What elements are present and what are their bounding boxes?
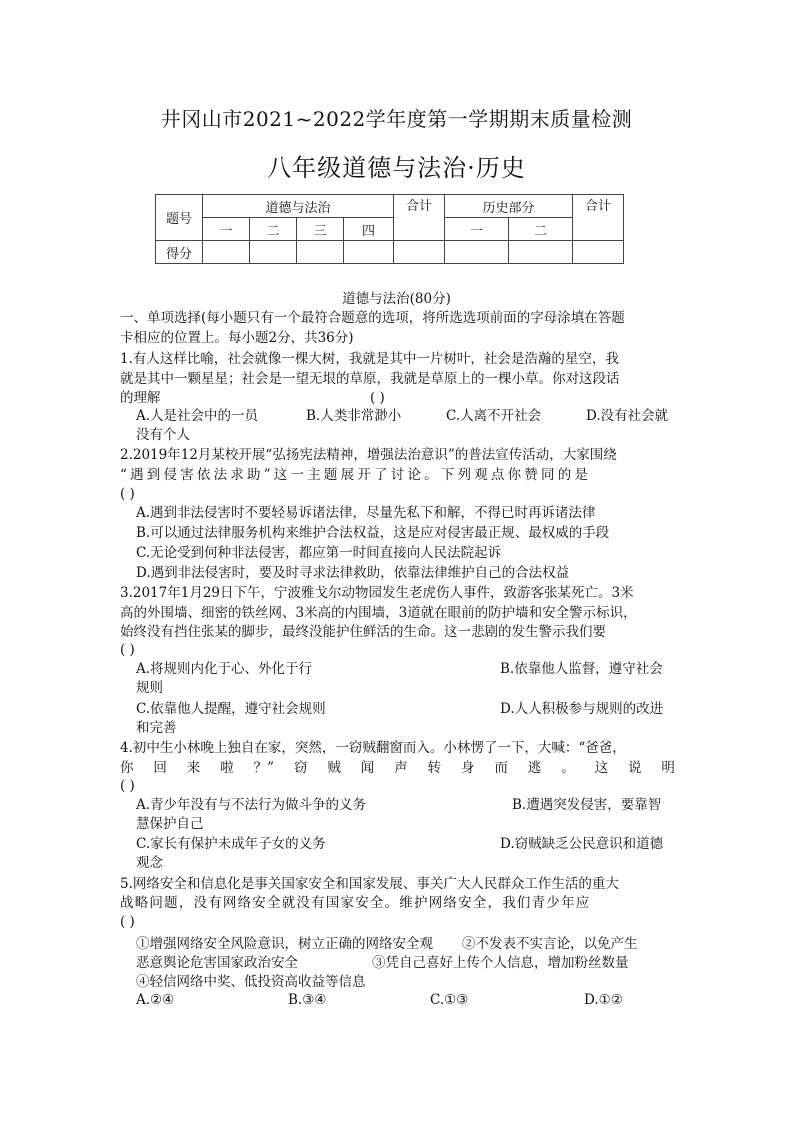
option-b[interactable]: B.③④: [288, 992, 327, 1008]
statement-2: ②不发表不实言论，以免产生: [462, 936, 638, 952]
q4-stem-char: 来: [186, 760, 201, 776]
q3-stem: 3.2017年1月29日下午，宁波雅戈尔动物园发生老虎伤人事件，致游客张某死亡。3米: [120, 585, 634, 601]
q5-stem: 战略问题，没有网络安全就没有国家安全。维护网络安全，我们青少年应: [120, 895, 591, 911]
q4-stem-char: 说: [628, 760, 642, 776]
q3-stem: 始终没有挡住张某的脚步，最终没能护住鲜活的生命。这一悲剧的发生警示我们要: [120, 624, 606, 640]
option-d[interactable]: D.人人积极参与规则的改进: [500, 701, 664, 717]
statement-2-continued: 恶意舆论危害国家政治安全: [136, 955, 298, 971]
score-blank[interactable]: [573, 241, 624, 264]
cell-h2: 二: [509, 218, 573, 241]
q4-stem-char: 而: [494, 760, 508, 776]
q4-stem-char: 贼: [327, 760, 341, 776]
q4-stem-char: 你: [120, 760, 134, 776]
cell-heji2-header: 合计: [573, 195, 624, 241]
score-blank[interactable]: [445, 241, 509, 264]
cell-d4: 四: [344, 218, 394, 241]
cell-defen: 得分: [156, 241, 203, 264]
section-instructions: 一、单项选择(每小题只有一个最符合题意的选项，将所选选项前面的字母涂填在答题: [120, 310, 625, 326]
q4-stem-char: 闻: [360, 760, 375, 776]
q4-stem-char: 身: [460, 760, 475, 776]
option-c[interactable]: C.无论受到何种非法侵害，都应第一时间直接向人民法院起诉: [136, 545, 502, 561]
score-blank[interactable]: [344, 241, 394, 264]
answer-paren[interactable]: ( ): [120, 914, 135, 930]
cell-h1: 一: [445, 218, 509, 241]
q4-stem: 4.初中生小林晚上独自在家，突然，一窃贼翻窗而入。小林愣了一下，大喊：“爸爸，: [120, 740, 626, 756]
score-blank[interactable]: [203, 241, 250, 264]
option-a[interactable]: A.青少年没有与不法行为做斗争的义务: [136, 797, 367, 813]
q1-stem: 的理解: [120, 390, 161, 406]
option-c[interactable]: C.家长有保护未成年子女的义务: [136, 836, 326, 852]
answer-paren[interactable]: ( ): [370, 390, 385, 406]
q4-stem-char: 逃: [527, 760, 542, 776]
answer-paren[interactable]: ( ): [120, 642, 135, 658]
option-d[interactable]: D.遇到非法侵害时，要及时寻求法律救助，依靠法律维护自己的合法权益: [136, 565, 570, 581]
statement-3: ③凭自己喜好上传个人信息，增加粉丝数量: [372, 955, 629, 971]
score-blank[interactable]: [394, 241, 445, 264]
cell-d2: 二: [250, 218, 297, 241]
option-a[interactable]: A.将规则内化于心、外化于行: [136, 661, 313, 677]
score-blank[interactable]: [250, 241, 297, 264]
q2-stem: 2.2019年12月某校开展“弘扬宪法精神，增强法治意识”的普法宣传活动，大家围绕: [120, 447, 617, 463]
score-blank[interactable]: [297, 241, 344, 264]
option-d[interactable]: D.①②: [584, 992, 623, 1008]
option-c[interactable]: C.依靠他人提醒，遵守社会规则: [136, 701, 326, 717]
cell-tihao: 题号: [156, 195, 203, 241]
q4-stem-char: 明: [661, 760, 675, 776]
q4-stem-char: 窃: [293, 760, 308, 776]
q1-stem: 1.有人这样比喻，社会就像一棵大树，我就是其中一片树叶，社会是浩瀚的星空，我: [120, 351, 619, 367]
option-b[interactable]: B.人类非常渺小: [306, 408, 402, 424]
exam-subtitle: 八年级道德与法治·历史: [267, 154, 526, 182]
option-a[interactable]: A.②④: [136, 992, 175, 1008]
option-c[interactable]: C.①③: [430, 992, 469, 1008]
statement-4: ④轻信网络中奖、低投资高收益等信息: [136, 974, 366, 990]
option-b[interactable]: B.依靠他人监督，遵守社会: [500, 661, 663, 677]
answer-paren[interactable]: ( ): [120, 778, 135, 794]
exam-title: 井冈山市2021~2022学年度第一学期期末质量检测: [160, 107, 633, 131]
option-d[interactable]: D.没有社会就: [586, 408, 669, 424]
q1-stem: 就是其中一颗星星；社会是一望无垠的草原，我就是草原上的一棵小草。你对这段话: [120, 371, 620, 387]
option-d-continued: 和完善: [136, 720, 177, 736]
cell-d3: 三: [297, 218, 344, 241]
q4-stem-char: 回: [153, 760, 167, 776]
option-b-continued: 规则: [136, 680, 163, 696]
cell-heji1-header: 合计: [394, 195, 445, 241]
cell-lishi-header: 历史部分: [445, 195, 573, 218]
option-b-continued: 慧保护自己: [136, 816, 204, 832]
q4-stem-char: 啦: [220, 760, 234, 776]
q4-stem-char: 声: [394, 760, 408, 776]
option-a[interactable]: A.人是社会中的一员: [136, 408, 259, 424]
option-b[interactable]: B.遭遇突发侵害，要靠智: [512, 797, 662, 813]
statement-1: ①增强网络安全风险意识，树立正确的网络安全观: [136, 936, 433, 952]
q3-stem: 高的外围墙、细密的铁丝网、3米高的内围墙，3道就在眼前的防护墙和安全警示标识，: [120, 605, 637, 621]
cell-d1: 一: [203, 218, 250, 241]
option-d[interactable]: D.窃贼缺乏公民意识和道德: [500, 836, 664, 852]
option-d-continued: 没有个人: [136, 427, 190, 443]
q4-stem-justified: [120, 758, 675, 778]
section-instructions: 卡相应的位置上。每小题2分，共36分): [120, 330, 354, 346]
option-d-continued: 观念: [136, 855, 163, 871]
score-table: [155, 194, 624, 264]
q2-stem: “遇到侵害依法求助”这一主题展开了讨论。下列观点你赞同的是: [120, 467, 592, 483]
q4-stem-char: ？”: [253, 760, 275, 776]
section-title: 道德与法治(80分): [342, 291, 451, 307]
q4-stem-char: 转: [427, 760, 442, 776]
q4-stem-char: 这: [594, 760, 609, 776]
option-c[interactable]: C.人离不开社会: [446, 408, 542, 424]
option-b[interactable]: B.可以通过法律服务机构来维护合法权益，这是应对侵害最正规、最权威的手段: [136, 525, 610, 541]
answer-paren[interactable]: ( ): [120, 486, 135, 502]
q5-stem: 5.网络安全和信息化是事关国家安全和国家发展、事关广大人民群众工作生活的重大: [120, 876, 619, 892]
option-a[interactable]: A.遇到非法侵害时不要轻易诉诸法律，尽量先私下和解，不得已时再诉诸法律: [136, 505, 596, 521]
q4-stem-char: 。: [561, 760, 575, 776]
score-blank[interactable]: [509, 241, 573, 264]
cell-daode-header: 道德与法治: [203, 195, 394, 218]
